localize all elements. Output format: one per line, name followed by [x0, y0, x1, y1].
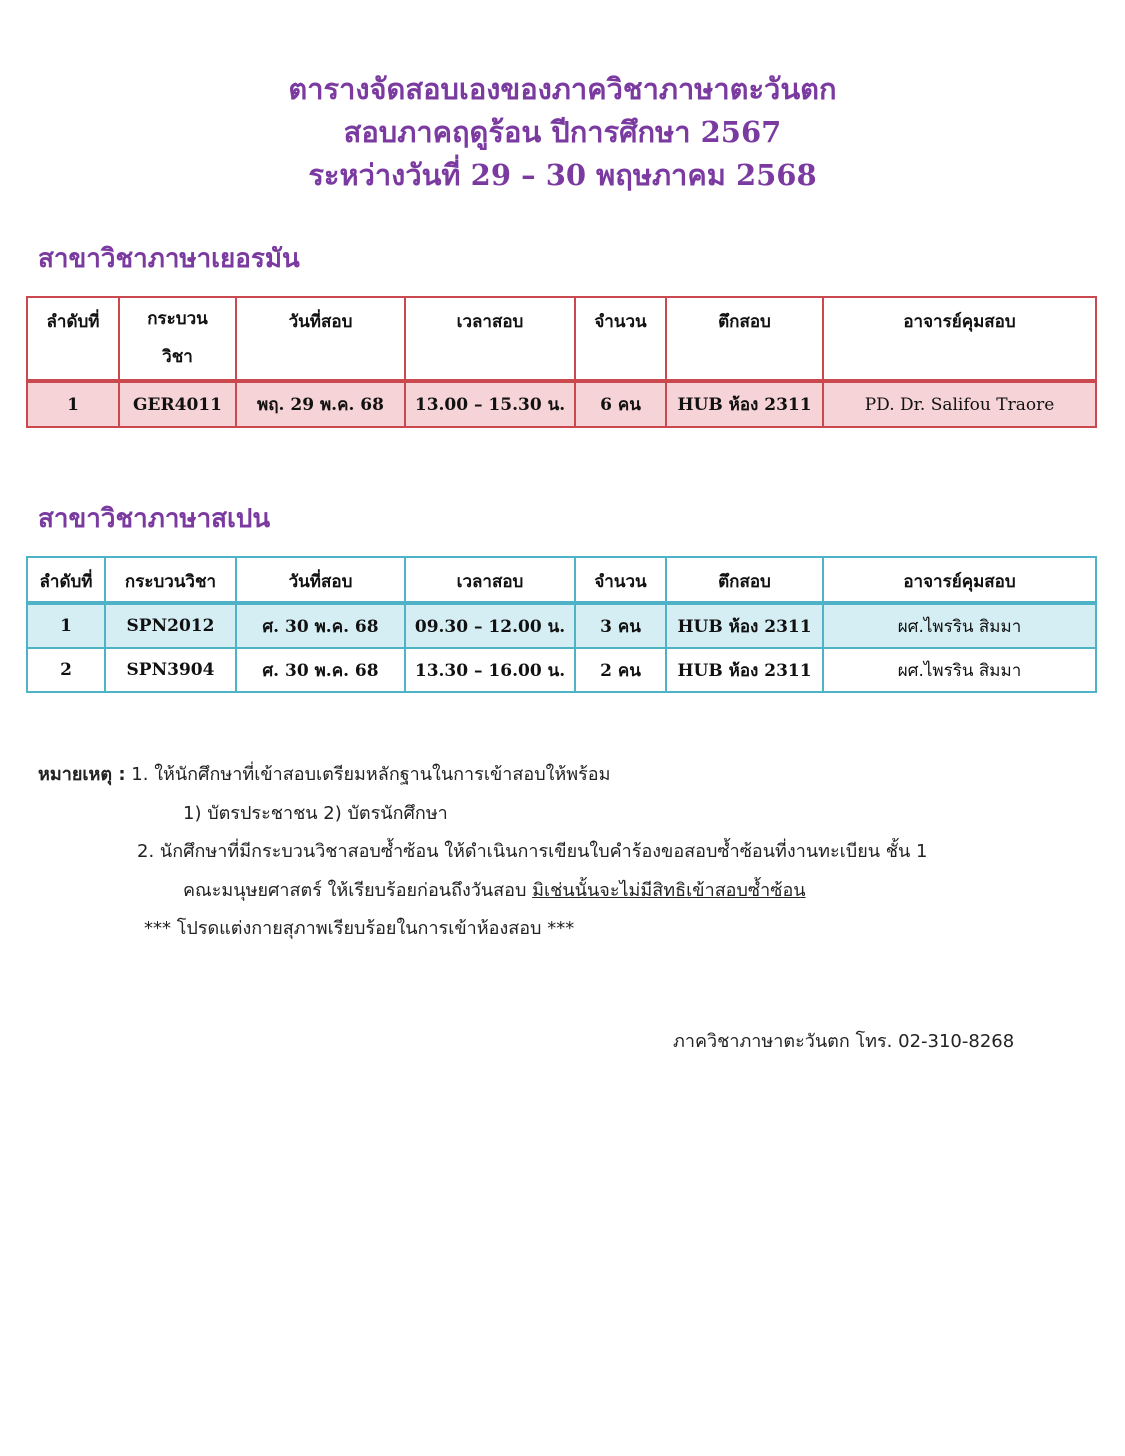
cell-no: 2 [27, 648, 105, 692]
title-line-1: ตารางจัดสอบเองของภาควิชาภาษาตะวันตก [288, 72, 837, 106]
note-item-2-cont [38, 872, 928, 911]
header-course-line1: กระบวน [147, 309, 208, 329]
cell-count: 3 คน [575, 603, 666, 648]
cell-date: ศ. 30 พ.ค. 68 [236, 603, 405, 648]
title-line-2: สอบภาคฤดูร้อน ปีการศึกษา 2567 [343, 115, 782, 149]
note-item-2-warning: มิเช่นนั้นจะไม่มีสิทธิเข้าสอบซ้ำซ้อน [532, 879, 806, 901]
german-exam-table [26, 296, 1097, 428]
header-building: ตึกสอบ [666, 297, 823, 381]
header-time: เวลาสอบ [405, 557, 575, 603]
cell-date: พฤ. 29 พ.ค. 68 [236, 381, 405, 427]
note-item-2: 2. นักศึกษาที่มีกระบวนวิชาสอบซ้ำซ้อน ให้ดำเนินการเขียนใบคำร้องขอสอบซ้ำซ้อนที่งานทะเบียน ชั้น 1 [137, 841, 928, 862]
german-section-title: สาขาวิชาภาษาเยอรมัน [38, 244, 300, 274]
table-row [27, 648, 1096, 692]
header-no: ลำดับที่ [27, 297, 119, 381]
note-item-1-sub: 1) บัตรประชาชน 2) บัตรนักศึกษา [183, 802, 448, 824]
note-dress-code: *** โปรดแต่งกายสุภาพเรียบร้อยในการเข้าห้องสอบ *** [144, 918, 575, 939]
cell-building: HUB ห้อง 2311 [666, 648, 823, 692]
cell-count: 6 คน [575, 381, 666, 427]
cell-course: SPN3904 [105, 648, 236, 692]
cell-proctor: PD. Dr. Salifou Traore [823, 381, 1096, 427]
note-item-2-text: คณะมนุษยศาสตร์ ให้เรียบร้อยก่อนถึงวันสอบ [183, 879, 527, 901]
spanish-exam-table [26, 556, 1097, 693]
cell-building: HUB ห้อง 2311 [666, 603, 823, 648]
header-proctor: อาจารย์คุมสอบ [823, 557, 1096, 603]
notes-section [38, 756, 928, 949]
cell-no: 1 [27, 603, 105, 648]
table-row [27, 381, 1096, 427]
header-no: ลำดับที่ [27, 557, 105, 603]
cell-time: 13.30 – 16.00 น. [405, 648, 575, 692]
note-item-1: 1. ให้นักศึกษาที่เข้าสอบเตรียมหลักฐานในการเข้าสอบให้พร้อม [131, 764, 611, 785]
cell-time: 09.30 – 12.00 น. [405, 603, 575, 648]
header-course [119, 297, 236, 381]
header-date: วันที่สอบ [236, 297, 405, 381]
header-time: เวลาสอบ [405, 297, 575, 381]
cell-building: HUB ห้อง 2311 [666, 381, 823, 427]
table-row [27, 603, 1096, 648]
cell-no: 1 [27, 381, 119, 427]
document-title [0, 68, 1125, 197]
header-course-line2: วิชา [162, 347, 193, 367]
cell-proctor: ผศ.ไพรริน สิมมา [823, 603, 1096, 648]
cell-date: ศ. 30 พ.ค. 68 [236, 648, 405, 692]
notes-label: หมายเหตุ : [38, 764, 126, 785]
header-course: กระบวนวิชา [105, 557, 236, 603]
note-line-1 [38, 756, 928, 795]
german-header-row [27, 297, 1096, 381]
cell-proctor: ผศ.ไพรริน สิมมา [823, 648, 1096, 692]
header-building: ตึกสอบ [666, 557, 823, 603]
header-count: จำนวน [575, 297, 666, 381]
cell-time: 13.00 – 15.30 น. [405, 381, 575, 427]
cell-course: SPN2012 [105, 603, 236, 648]
title-line-3: ระหว่างวันที่ 29 – 30 พฤษภาคม 2568 [308, 158, 817, 192]
header-count: จำนวน [575, 557, 666, 603]
header-date: วันที่สอบ [236, 557, 405, 603]
spanish-section-title: สาขาวิชาภาษาสเปน [38, 504, 271, 534]
spanish-header-row [27, 557, 1096, 603]
footer-contact: ภาควิชาภาษาตะวันตก โทร. 02-310-8268 [673, 1031, 1015, 1052]
cell-count: 2 คน [575, 648, 666, 692]
cell-course: GER4011 [119, 381, 236, 427]
header-proctor: อาจารย์คุมสอบ [823, 297, 1096, 381]
